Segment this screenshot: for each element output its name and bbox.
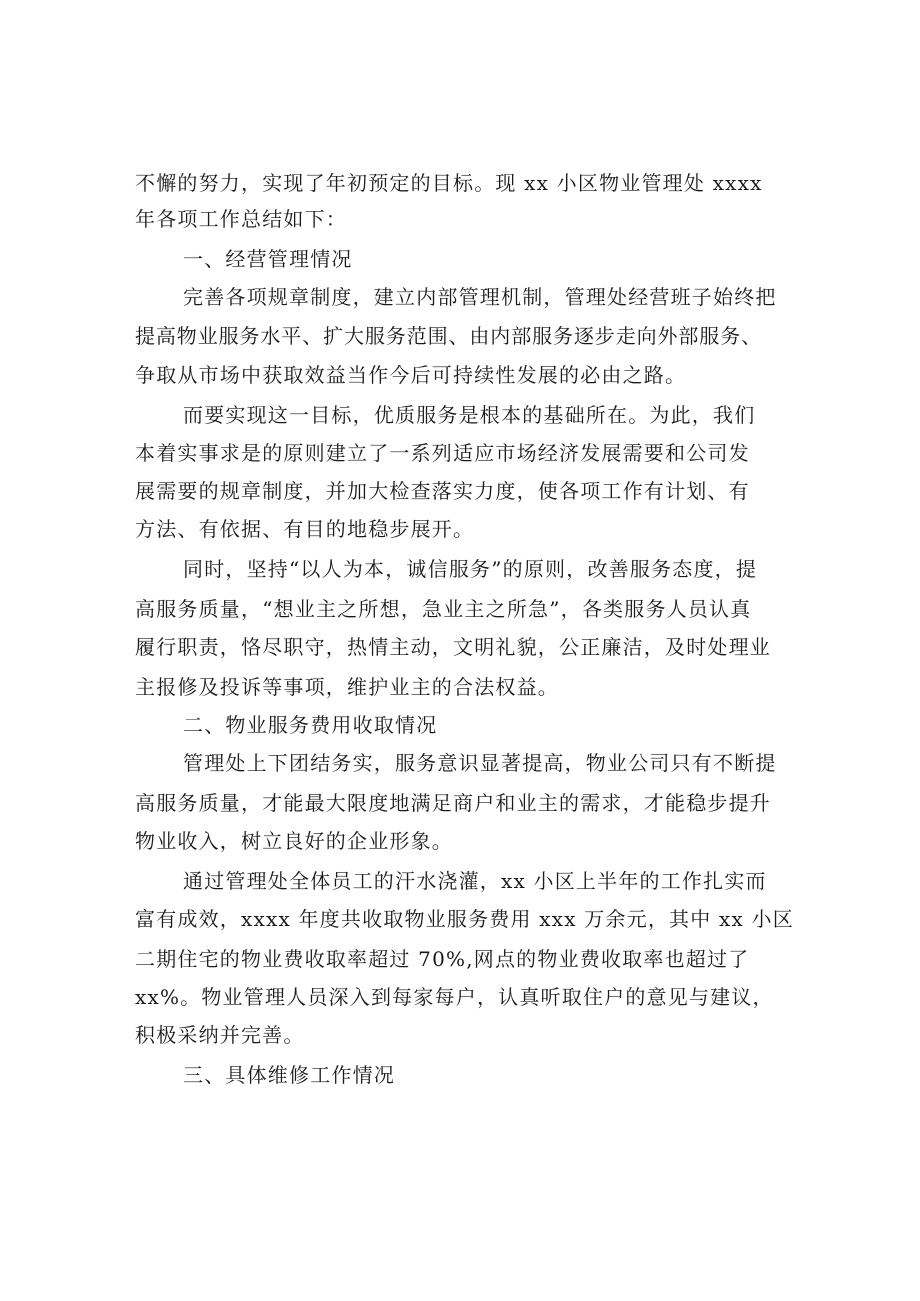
paragraph-line: 方法、有依据、有目的地稳步展开。 (135, 517, 475, 541)
paragraph-line: 二期住宅的物业费收取率超过 70%,网点的物业费收取率也超过了 (135, 947, 750, 971)
paragraph-line: 高服务质量，“想业主之所想，急业主之所急”，各类服务人员认真 (135, 597, 752, 621)
paragraph-line: 同时，坚持“以人为本，诚信服务”的原则，改善服务态度，提 (183, 557, 758, 581)
paragraph-line: 管理处上下团结务实，服务意识显著提高，物业公司只有不断提 (183, 751, 777, 775)
paragraph-line: 主报修及投诉等事项，维护业主的合法权益。 (135, 675, 559, 699)
section-heading-1: 一、经营管理情况 (183, 247, 353, 271)
paragraph-line: 年各项工作总结如下： (135, 207, 347, 231)
paragraph-line: 高服务质量，才能最大限度地满足商户和业主的需求，才能稳步提升 (135, 791, 771, 815)
section-heading-2: 二、物业服务费用收取情况 (183, 713, 438, 737)
paragraph-line: 不懈的努力，实现了年初预定的目标。现 xx 小区物业管理处 xxxx (135, 171, 763, 195)
paragraph-line: 通过管理处全体员工的汗水浇灌，xx 小区上半年的工作扎实而 (183, 869, 767, 893)
paragraph-line: 履行职责，恪尽职守，热情主动，文明礼貌，公正廉洁，及时处理业 (135, 635, 771, 659)
paragraph-line: xx%。物业管理人员深入到每家每户，认真听取住户的意见与建议， (135, 985, 774, 1009)
section-heading-3: 三、具体维修工作情况 (183, 1063, 395, 1087)
paragraph-line: 展需要的规章制度，并加大检查落实力度，使各项工作有计划、有 (135, 479, 750, 503)
paragraph-line: 而要实现这一目标，优质服务是根本的基础所在。为此，我们 (183, 403, 756, 427)
paragraph-line: 物业收入，树立良好的企业形象。 (135, 829, 453, 853)
paragraph-line: 积极采纳并完善。 (135, 1023, 305, 1047)
paragraph-line: 争取从市场中获取效益当作今后可持续性发展的必由之路。 (135, 363, 687, 387)
paragraph-line: 富有成效，xxxx 年度共收取物业服务费用 xxx 万余元，其中 xx 小区 (135, 907, 794, 931)
paragraph-line: 完善各项规章制度，建立内部管理机制，管理处经营班子始终把 (183, 285, 777, 309)
paragraph-line: 本着实事求是的原则建立了一系列适应市场经济发展需要和公司发 (135, 441, 750, 465)
paragraph-line: 提高物业服务水平、扩大服务范围、由内部服务逐步走向外部服务、 (135, 324, 762, 348)
